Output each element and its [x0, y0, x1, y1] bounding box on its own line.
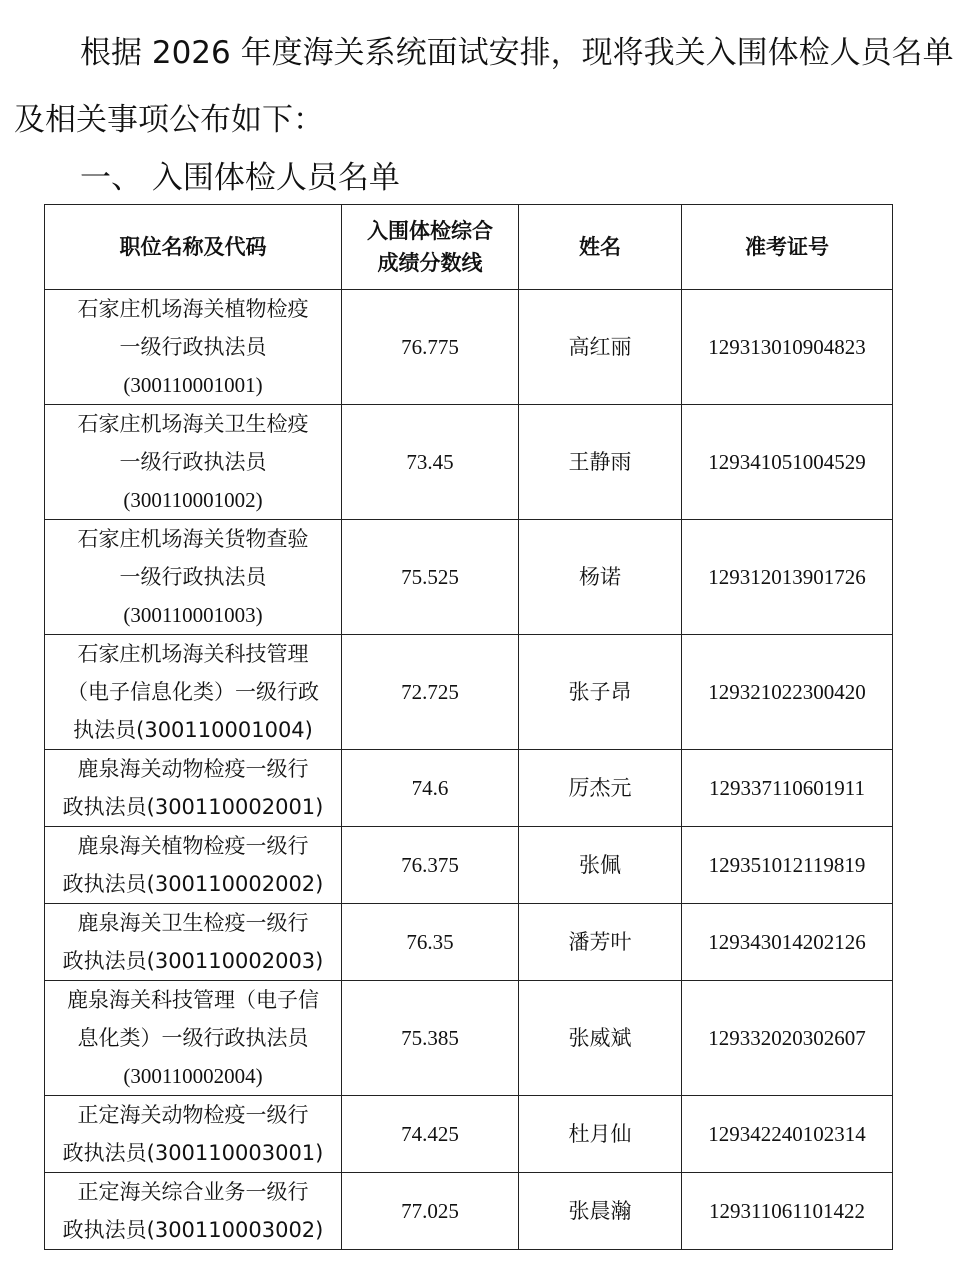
position-cell	[45, 635, 342, 750]
table-row	[45, 290, 893, 405]
score-cell: 76.35	[342, 904, 519, 981]
exam-id-cell: 129343014202126	[682, 904, 893, 981]
name-cell: 王静雨	[519, 405, 682, 520]
score-cell: 75.525	[342, 520, 519, 635]
name-cell: 厉杰元	[519, 750, 682, 827]
name-cell: 张晨瀚	[519, 1173, 682, 1250]
exam-id-cell: 129341051004529	[682, 405, 893, 520]
position-line: 政执法员(300110002001)	[62, 795, 324, 819]
header-score-line1: 入围体检综合	[367, 219, 493, 243]
table-row	[45, 827, 893, 904]
name-cell: 张威斌	[519, 981, 682, 1096]
score-cell: 76.375	[342, 827, 519, 904]
table-row	[45, 635, 893, 750]
position-cell	[45, 1173, 342, 1250]
position-line: (300110001002)	[123, 488, 263, 512]
position-line: (300110001001)	[123, 373, 263, 397]
header-score	[342, 205, 519, 290]
position-cell	[45, 520, 342, 635]
position-line: 鹿泉海关动物检疫一级行	[77, 757, 309, 781]
position-line: 政执法员(300110003002)	[62, 1218, 324, 1242]
table-row	[45, 520, 893, 635]
position-line: 正定海关动物检疫一级行	[77, 1103, 309, 1127]
table-header	[45, 205, 893, 290]
exam-id-cell: 129337110601911	[682, 750, 893, 827]
header-name: 姓名	[519, 205, 682, 290]
position-line: 石家庄机场海关植物检疫	[77, 297, 309, 321]
position-cell	[45, 750, 342, 827]
position-line: 一级行政执法员	[119, 450, 267, 474]
position-line: 一级行政执法员	[119, 565, 267, 589]
position-line: 执法员(300110001004)	[73, 718, 313, 742]
score-cell: 73.45	[342, 405, 519, 520]
exam-id-cell: 129313010904823	[682, 290, 893, 405]
position-line: 息化类）一级行政执法员	[77, 1026, 309, 1050]
table-row	[45, 1096, 893, 1173]
exam-id-cell: 129351012119819	[682, 827, 893, 904]
position-line: 政执法员(300110002003)	[62, 949, 324, 973]
score-cell: 77.025	[342, 1173, 519, 1250]
position-line: 鹿泉海关植物检疫一级行	[77, 834, 309, 858]
table-body	[45, 290, 893, 1250]
position-line: 政执法员(300110003001)	[62, 1141, 324, 1165]
position-line: 一级行政执法员	[119, 335, 267, 359]
position-cell	[45, 290, 342, 405]
exam-id-cell: 129332020302607	[682, 981, 893, 1096]
name-cell: 高红丽	[519, 290, 682, 405]
name-cell: 张佩	[519, 827, 682, 904]
position-cell	[45, 1096, 342, 1173]
table-row	[45, 405, 893, 520]
name-cell: 潘芳叶	[519, 904, 682, 981]
position-line: 正定海关综合业务一级行	[77, 1180, 309, 1204]
header-exam-id: 准考证号	[682, 205, 893, 290]
section-heading: 一、 入围体检人员名单	[80, 160, 400, 196]
name-cell: 杜月仙	[519, 1096, 682, 1173]
exam-id-cell: 129312013901726	[682, 520, 893, 635]
candidate-table	[44, 204, 893, 1250]
intro-paragraph: 根据 2026 年度海关系统面试安排，现将我关入围体检人员名单及相关事项公布如下：	[14, 35, 954, 138]
position-line: 鹿泉海关科技管理（电子信	[67, 988, 319, 1012]
header-position: 职位名称及代码	[45, 205, 342, 290]
table-row	[45, 750, 893, 827]
position-cell	[45, 405, 342, 520]
position-line: （电子信息化类）一级行政	[67, 680, 319, 704]
header-score-line2: 成绩分数线	[377, 251, 483, 275]
exam-id-cell: 129321022300420	[682, 635, 893, 750]
position-line: 石家庄机场海关卫生检疫	[77, 412, 309, 436]
exam-id-cell: 129342240102314	[682, 1096, 893, 1173]
table-row	[45, 1173, 893, 1250]
position-cell	[45, 981, 342, 1096]
position-line: 政执法员(300110002002)	[62, 872, 324, 896]
name-cell: 张子昂	[519, 635, 682, 750]
score-cell: 72.725	[342, 635, 519, 750]
score-cell: 76.775	[342, 290, 519, 405]
position-cell	[45, 827, 342, 904]
position-line: 鹿泉海关卫生检疫一级行	[77, 911, 309, 935]
position-line: 石家庄机场海关货物查验	[77, 527, 309, 551]
table-row	[45, 981, 893, 1096]
table-row	[45, 904, 893, 981]
score-cell: 75.385	[342, 981, 519, 1096]
exam-id-cell: 129311061101422	[682, 1173, 893, 1250]
name-cell: 杨诺	[519, 520, 682, 635]
position-line: 石家庄机场海关科技管理	[77, 642, 309, 666]
header-row	[45, 205, 893, 290]
position-line: (300110002004)	[123, 1064, 263, 1088]
score-cell: 74.6	[342, 750, 519, 827]
position-cell	[45, 904, 342, 981]
score-cell: 74.425	[342, 1096, 519, 1173]
position-line: (300110001003)	[123, 603, 263, 627]
